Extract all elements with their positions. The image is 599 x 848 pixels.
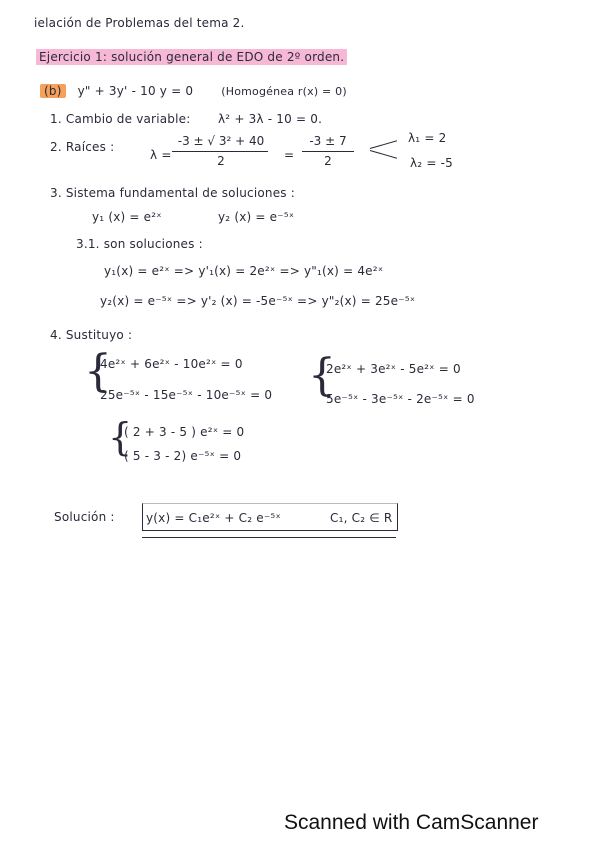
arrow-root1 <box>370 140 397 149</box>
left-system-brace: { <box>84 346 112 397</box>
left-system-eq1: 4e²ˣ + 6e²ˣ - 10e²ˣ = 0 <box>100 357 243 371</box>
step2-equals: = <box>284 148 295 162</box>
simplified-eq1: ( 2 + 3 - 5 ) e²ˣ = 0 <box>124 425 245 439</box>
fraction1-bar <box>172 151 268 152</box>
derivatives-y1: y₁(x) = e²ˣ => y'₁(x) = 2e²ˣ => y"₁(x) = 4e²ˣ <box>104 264 384 278</box>
part-label-badge: (b) <box>40 84 66 98</box>
root2: λ₂ = -5 <box>410 156 453 170</box>
right-system-eq1: 2e²ˣ + 3e²ˣ - 5e²ˣ = 0 <box>326 362 461 376</box>
derivatives-y2: y₂(x) = e⁻⁵ˣ => y'₂ (x) = -5e⁻⁵ˣ => y"₂(x) = 25e⁻⁵ˣ <box>100 294 416 308</box>
fraction1-numerator: -3 ± √ 3² + 40 <box>177 134 265 148</box>
arrow-root2 <box>370 150 397 159</box>
step3-label: 3. Sistema fundamental de soluciones : <box>50 186 296 200</box>
step2-label: 2. Raíces : <box>50 140 115 154</box>
simplified-system-brace: { <box>108 415 133 459</box>
root1: λ₁ = 2 <box>408 131 447 145</box>
solution-constants: C₁, C₂ ∈ R <box>330 511 393 525</box>
exercise-title <box>36 50 347 64</box>
fraction2-numerator: -3 ± 7 <box>309 134 347 148</box>
exercise-title-text: Ejercicio 1: solución general de EDO de 2º orden. <box>36 49 347 65</box>
part-b-line <box>40 84 347 98</box>
fraction2-bar <box>302 151 354 152</box>
right-system-brace: { <box>308 350 336 401</box>
fundamental-y2: y₂ (x) = e⁻⁵ˣ <box>218 210 295 224</box>
solution-formula: y(x) = C₁e²ˣ + C₂ e⁻⁵ˣ <box>146 511 281 525</box>
part-note: (Homogénea r(x) = 0) <box>221 85 347 98</box>
step4-label: 4. Sustituyo : <box>50 328 133 342</box>
solution-label: Solución : <box>54 510 115 524</box>
camscanner-watermark: Scanned with CamScanner <box>284 811 539 834</box>
page-header: ielación de Problemas del tema 2. <box>34 16 245 30</box>
simplified-eq2: ( 5 - 3 - 2) e⁻⁵ˣ = 0 <box>124 449 242 463</box>
right-system-eq2: 5e⁻⁵ˣ - 3e⁻⁵ˣ - 2e⁻⁵ˣ = 0 <box>326 392 475 406</box>
step2-lambda: λ = <box>150 148 172 162</box>
solution-underline <box>142 537 396 538</box>
part-equation: y" + 3y' - 10 y = 0 <box>77 84 194 98</box>
step31-label: 3.1. son soluciones : <box>76 237 203 251</box>
fraction2-denominator: 2 <box>324 154 332 168</box>
fundamental-y1: y₁ (x) = e²ˣ <box>92 210 162 224</box>
step1-label: 1. Cambio de variable: <box>50 112 191 126</box>
fraction1-denominator: 2 <box>217 154 225 168</box>
left-system-eq2: 25e⁻⁵ˣ - 15e⁻⁵ˣ - 10e⁻⁵ˣ = 0 <box>100 388 273 402</box>
step1-equation: λ² + 3λ - 10 = 0. <box>218 112 323 126</box>
